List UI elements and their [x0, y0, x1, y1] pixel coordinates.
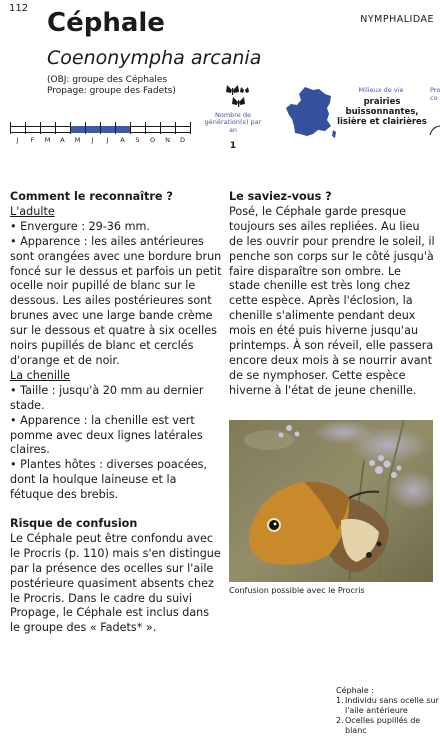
calendar-tick — [115, 122, 116, 134]
calendar-month-label: N — [165, 136, 170, 144]
calendar-month-label: M — [44, 136, 51, 144]
confusion-text: Le Céphale peut être confondu avec le Procris (p. 110) mais s'en distingue par la présence des ocelles sur l'aile postérieure quasiment absents chez le Procris. Dans le cadre du suivi Propage, le Céphale est inclus dans le groupe des « Fadets* ». — [10, 531, 221, 635]
calendar-month-label: J — [106, 136, 109, 144]
calendar-month-label: S — [135, 136, 140, 144]
calendar-month-label: J — [16, 136, 19, 144]
calendar-tick — [130, 122, 131, 134]
truncated-edge-label: Pro co — [430, 86, 440, 103]
adult-subheading: L'adulte — [10, 204, 55, 218]
generations-label: Nombre de génération(s) par an — [204, 111, 262, 134]
flight-calendar — [10, 118, 190, 148]
larva-subheading: La chenille — [10, 368, 71, 382]
left-column — [10, 190, 222, 636]
calendar-tick — [40, 122, 41, 134]
calendar-month-label: J — [91, 136, 94, 144]
calendar-tick — [55, 122, 56, 134]
obj-group: (OBJ: groupe des Céphales — [47, 75, 168, 85]
inset-title: Céphale : — [336, 686, 374, 695]
larva-appearance: • Apparence : la chenille est vert pomme avec deux lignes latérales claires. — [10, 413, 203, 457]
reconnaitre-heading: Comment le reconnaître ? — [10, 190, 173, 203]
species-latin-name: Coenonympha arcania — [47, 47, 262, 69]
calendar-month-label: A — [120, 136, 125, 144]
calendar-tick — [145, 122, 146, 134]
confusion-heading: Risque de confusion — [10, 517, 138, 531]
calendar-tick — [190, 122, 191, 134]
saviez-heading: Le saviez-vous ? — [229, 190, 332, 203]
species-common-name: Céphale — [47, 8, 165, 38]
inset-item-2: 2. Ocelles pupillés de blanc — [336, 716, 421, 735]
larva-host-plants: • Plantes hôtes : diverses poacées, dont la houlque laineuse et la fétuque des brebis. — [10, 458, 208, 502]
habitat-value: prairies buissonnantes, lisière et clairières — [337, 97, 427, 128]
larva-size: • Taille : jusqu'à 20 mm au dernier stade. — [10, 383, 204, 412]
page-number: 112 — [9, 3, 29, 14]
curve-mark-icon — [428, 122, 440, 141]
habitat-label: Milieux de vie — [358, 86, 404, 94]
france-map-icon — [285, 86, 337, 144]
calendar-tick — [175, 122, 176, 134]
calendar-month-label: F — [30, 136, 35, 144]
butterfly-photo — [229, 420, 433, 582]
generations-value: 1 — [229, 141, 237, 151]
calendar-tick — [70, 122, 71, 134]
calendar-tick — [25, 122, 26, 134]
family-name: NYMPHALIDAE — [360, 14, 434, 25]
calendar-tick — [100, 122, 101, 134]
right-column — [229, 190, 435, 399]
calendar-month-label: A — [60, 136, 65, 144]
adult-appearance: • Apparence : les ailes antérieures sont orangées avec une bordure brun foncé sur le dessus et parfois un petit ocelle noir pupillé de blanc sur le dessous. Les ailes postérieures sont brunes avec une large bande crème sur le dessous et quatre à six ocelles noirs pupillés de blanc et cerclés d'orange et de noir. — [10, 234, 222, 367]
photo-caption: Confusion possible avec le Procris — [229, 586, 365, 595]
inset-item-1: 1. Individu sans ocelle sur l'aile antérieure — [336, 696, 439, 715]
butterfly-icon — [226, 84, 250, 112]
inset-caption — [336, 686, 440, 736]
calendar-tick — [10, 122, 11, 134]
calendar-tick — [160, 122, 161, 134]
propage-group: Propage: groupe des Fadets) — [47, 86, 176, 96]
calendar-tick — [85, 122, 86, 134]
saviez-text: Posé, le Céphale garde presque toujours ses ailes repliées. Au lieu de les ouvrir pour prendre le soleil, il penche son corps sur le côté jusqu'à faire disparaître son ombre. Le stade chenille est très long chez cette espèce. Après l'éclosion, la chenille s'alimente pendant deux mois en été puis hiverne jusqu'au printemps. À son réveil, elle passera encore deux mois à se nourrir avant de se nymphoser. Cette espèce hiverne à l'état de jeune chenille. — [229, 204, 435, 397]
calendar-month-label: M — [74, 136, 81, 144]
adult-wingspan: • Envergure : 29-36 mm. — [10, 219, 150, 233]
calendar-month-label: D — [179, 136, 185, 144]
calendar-month-label: O — [149, 136, 156, 144]
